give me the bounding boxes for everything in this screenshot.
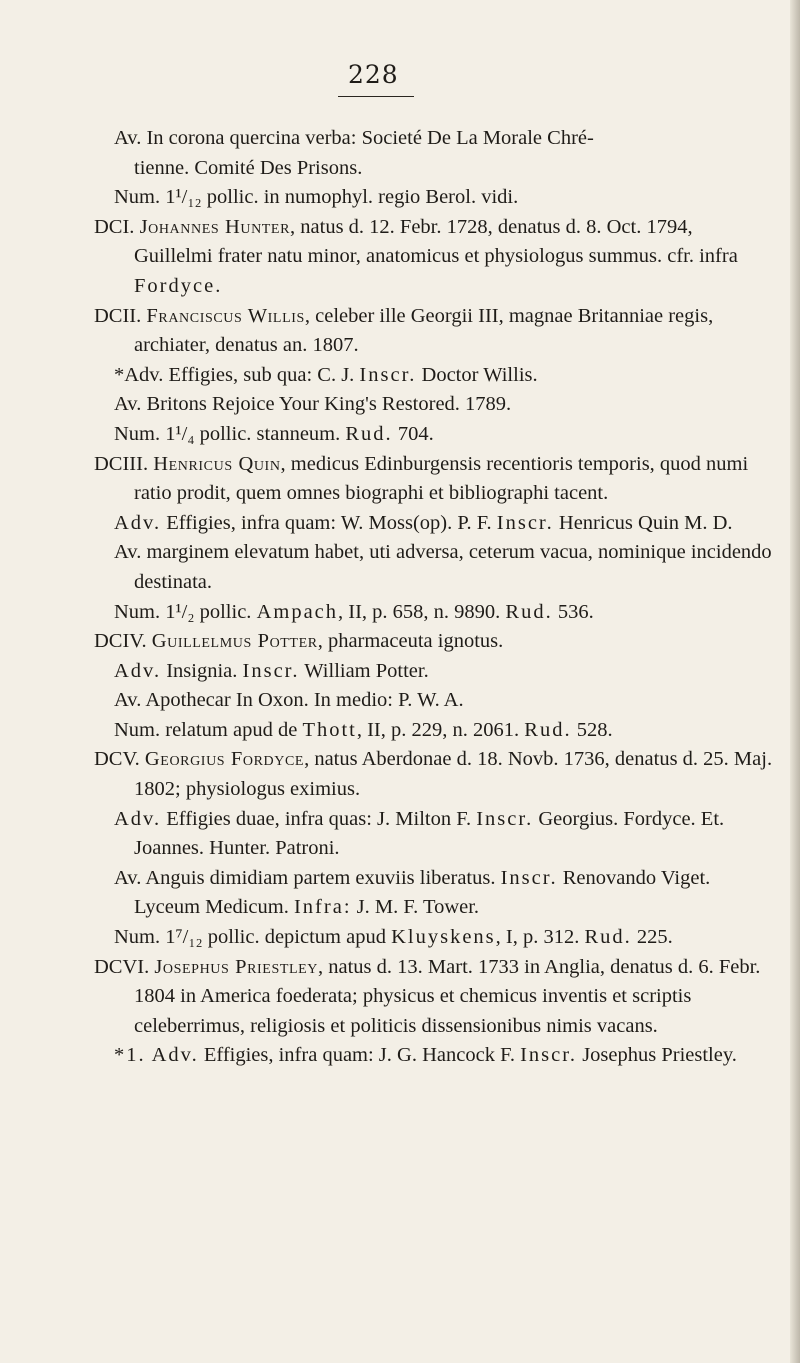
adv-end: Josephus Priestley. — [577, 1044, 737, 1067]
rud-number: 225. — [631, 926, 673, 949]
entry-dcv-adv — [94, 805, 774, 864]
adv-label: *1. Adv. — [114, 1044, 199, 1067]
entry-dciii — [94, 450, 774, 509]
cross-reference: Fordyce — [134, 274, 216, 297]
num-end: , II, p. 229, n. 2061. — [356, 718, 525, 741]
inscr-label: Inscr. — [500, 866, 558, 889]
entry-text: , natus d. 12. Febr. 1728, denatus d. 8. Oct. 1794, Guillelmi frater natu minor, anatomicus et physiologus summus. cfr. infra — [134, 215, 738, 268]
rud-number: 528. — [571, 718, 613, 741]
entry-dcii-av: Av. Britons Rejoice Your King's Restored. 1789. — [114, 393, 512, 416]
entry-dciii-num — [94, 598, 774, 628]
adv-label: Adv. — [114, 659, 162, 682]
rud-number: 704. — [392, 422, 434, 445]
rud-label: Rud. — [524, 718, 572, 741]
entry-name: Franciscus Willis — [146, 304, 305, 327]
num-end: , II, p. 658, n. 9890. — [338, 600, 506, 623]
av-text: Av. Anguis dimidiam partem exuviis liberatus. — [114, 866, 501, 889]
entry-text: , celeber ille Georgii III, magnae Britanniae regis, archiater, denatus an. 1807. — [134, 304, 714, 357]
adv-end: Henricus Quin M. D. — [553, 511, 733, 534]
entry-name: Georgius Fordyce — [144, 748, 305, 771]
entry-name: Josephus Priestley — [154, 955, 319, 978]
kluyskens-ref: Kluyskens — [391, 926, 496, 949]
rud-label: Rud. — [584, 926, 632, 949]
adv-label: Adv. — [114, 807, 162, 830]
adv-label: Adv. — [114, 511, 162, 534]
entry-end: . — [215, 274, 221, 297]
inscr-label: Inscr. — [359, 363, 417, 386]
entry-dciv-av: Av. Apothecar In Oxon. In medio: P. W. A. — [114, 689, 464, 712]
num-text: Num. 1⁷/₁₂ pollic. depictum apud — [114, 926, 392, 949]
inscr-label: Inscr. — [520, 1044, 578, 1067]
rud-number: 536. — [552, 600, 594, 623]
entry-dciii-av: Av. marginem elevatum habet, uti adversa, ceterum vacua, nominique incidendo destinata. — [114, 541, 772, 593]
entry-dcii-num — [94, 420, 774, 450]
num-text: Num. 1¹/₄ pollic. stanneum. — [114, 422, 346, 445]
adv-text: Effigies duae, infra quas: J. Milton F. — [161, 807, 477, 830]
entry-text: , natus Aberdonae d. 18. Novb. 1736, denatus d. 25. Maj. 1802; physiologus eximius. — [134, 748, 773, 801]
adv-end: Doctor Willis. — [416, 363, 538, 386]
adv-end: William Potter. — [299, 659, 429, 682]
entry-dciv-adv — [94, 657, 774, 687]
entry-dcv-num — [94, 923, 774, 953]
page-number: 228 — [348, 60, 399, 89]
thott-ref: Thott — [302, 718, 357, 741]
ampach-ref: Ampach — [256, 600, 339, 623]
adv-end: Georgius. Fordyce. Et. Joannes. Hunter. Patroni. — [134, 807, 725, 860]
inscr-label: Inscr. — [242, 659, 300, 682]
rud-label: Rud. — [345, 422, 393, 445]
entry-text: , natus d. 13. Mart. 1733 in Anglia, denatus d. 6. Febr. 1804 in America foederata; physicus et chemicus inventis et scriptis celeberrimus, religiosis et politicis dissensionibus nimis vacans. — [134, 955, 761, 1037]
num-text: Num. 1¹/₂ pollic. — [114, 600, 257, 623]
entry-dciv-num — [94, 716, 774, 746]
entry-number: DCI. — [94, 215, 135, 238]
entry-number: DCII. — [94, 304, 142, 327]
inscr-label: Inscr. — [476, 807, 534, 830]
entry-dcii-adv — [94, 361, 774, 391]
entry-text: , pharmaceuta ignotus. — [317, 630, 504, 653]
entry-dciv — [94, 627, 774, 657]
entry-name: Henricus Quin — [153, 452, 281, 475]
line-num-berol: Num. 1¹/₁₂ pollic. in numophyl. regio Berol. vidi. — [114, 186, 519, 209]
entry-dcii — [94, 302, 774, 361]
num-text: Num. relatum apud de — [114, 718, 303, 741]
entry-number: DCV. — [94, 748, 140, 771]
inscr-label: Inscr. — [496, 511, 554, 534]
entry-number: DCVI. — [94, 955, 150, 978]
av-inscription: Renovando Viget. Lyceum Medicum. — [134, 866, 711, 919]
page-number-rule — [338, 96, 414, 97]
entry-number: DCIV. — [94, 630, 147, 653]
entry-name: Guillelmus Potter — [151, 630, 318, 653]
adv-text: Effigies, infra quam: J. G. Hancock F. — [198, 1044, 521, 1067]
page-edge-shadow — [790, 0, 800, 1363]
entry-dcv — [94, 745, 774, 804]
line-tienne: tienne. Comité Des Prisons. — [134, 156, 363, 179]
entry-dci — [94, 213, 774, 302]
adv-text: Insignia. — [161, 659, 243, 682]
entry-dcvi-adv — [94, 1041, 774, 1071]
line-av-corona: Av. In corona quercina verba: Societé De La Morale Chré- — [114, 127, 594, 149]
av-end: J. M. F. Tower. — [351, 896, 480, 919]
adv-text: *Adv. Effigies, sub qua: C. J. — [114, 363, 360, 386]
entry-dcvi — [94, 953, 774, 1042]
entry-dciii-adv — [94, 509, 774, 539]
rud-label: Rud. — [505, 600, 553, 623]
adv-text: Effigies, infra quam: W. Moss(op). P. F. — [161, 511, 497, 534]
num-end: , I, p. 312. — [495, 926, 585, 949]
entry-text: , medicus Edinburgensis recentioris temporis, quod numi ratio prodit, quem omnes biographi et bibliographi tacent. — [134, 452, 749, 505]
entry-name: Johannes Hunter — [139, 215, 291, 238]
entry-dcv-av — [94, 864, 774, 923]
infra-label: Infra: — [293, 896, 352, 919]
entry-number: DCIII. — [94, 452, 149, 475]
page-text — [94, 124, 774, 1071]
